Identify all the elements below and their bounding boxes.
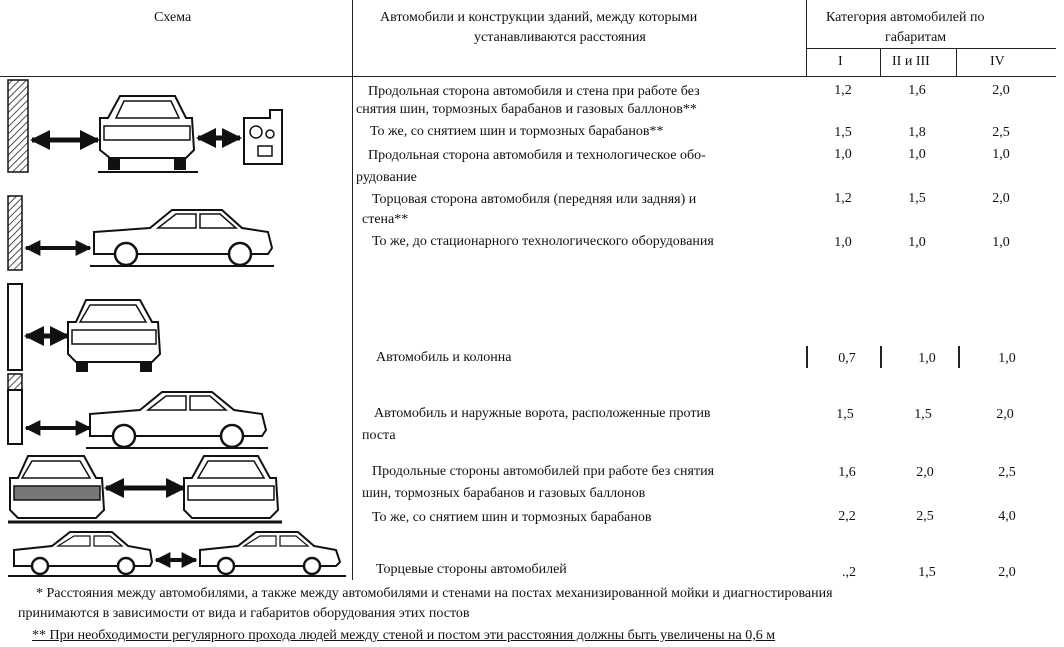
row-3-cat-3: 1,0 (992, 147, 1010, 162)
row-9-cat-3: 4,0 (998, 509, 1016, 524)
divider-cat-1-2 (880, 48, 881, 76)
row-8-cat-2: 2,0 (916, 465, 934, 480)
row-4-cat-1: 1,2 (834, 191, 852, 206)
row-6-desc: Автомобиль и колонна (376, 350, 512, 365)
wall-icon (8, 374, 22, 390)
header-cat-I: I (838, 54, 843, 69)
row-5-cat-1: 1,0 (834, 235, 852, 250)
row-8-desc-line2: шин, тормозных барабанов и газовых баллонов (362, 486, 646, 501)
row-10-cat-3: 2,0 (998, 565, 1016, 580)
row-7-cat-2: 1,5 (914, 407, 932, 422)
row-10-desc: Торцевые стороны автомобилей (376, 562, 567, 577)
row-8-desc-line1: Продольные стороны автомобилей при работе без снятия (372, 464, 715, 479)
row-7-cat-3: 2,0 (996, 407, 1014, 422)
scheme-3 (8, 284, 160, 372)
row-6-cat-1: 0,7 (838, 351, 856, 366)
car-side-icon (90, 210, 274, 266)
row-1-cat-3: 2,0 (992, 83, 1010, 98)
row-3-desc-line2: рудование (356, 170, 417, 185)
row-3-cat-2: 1,0 (908, 147, 926, 162)
row-5-cat-2: 1,0 (908, 235, 926, 250)
scheme-4 (8, 374, 268, 448)
scheme-5 (8, 456, 282, 522)
row-1-desc-line1: Продольная сторона автомобиля и стена при работе без (368, 84, 700, 99)
row-9-cat-1: 2,2 (838, 509, 856, 524)
footnote-1-line2: принимаются в зависимости от вида и габаритов оборудования этих постов (18, 606, 470, 621)
row-5-desc: То же, до стационарного технологического оборудования (372, 234, 714, 249)
header-cat-IV: IV (990, 54, 1005, 69)
row-8-cat-1: 1,6 (838, 465, 856, 480)
car-side-icon (200, 532, 340, 574)
row-2-cat-1: 1,5 (834, 125, 852, 140)
row-4-desc-line1: Торцовая сторона автомобиля (передняя или задняя) и (372, 192, 697, 207)
thick-mark-2 (880, 346, 882, 368)
scheme-2 (8, 196, 274, 270)
row-1-desc-line2: снятия шин, тормозных барабанов и газовых баллонов** (356, 102, 697, 117)
row-5-cat-3: 1,0 (992, 235, 1010, 250)
header-cat-II-III: II и III (892, 54, 930, 69)
scheme-1 (8, 80, 282, 172)
car-side-icon (14, 532, 152, 574)
wall-icon (8, 80, 28, 172)
row-7-desc-line1: Автомобиль и наружные ворота, расположенные против (374, 406, 711, 421)
header-desc-line2: устанавливаются расстояния (474, 30, 646, 45)
divider-desc-cat (806, 0, 807, 76)
row-3-cat-1: 1,0 (834, 147, 852, 162)
header-cat-line1: Категория автомобилей по (826, 10, 985, 25)
header-subline (806, 48, 1056, 49)
row-6-cat-2: 1,0 (918, 351, 936, 366)
row-6-cat-3: 1,0 (998, 351, 1016, 366)
row-3-desc-line1: Продольная сторона автомобиля и технологическое обо- (368, 148, 706, 163)
row-9-cat-2: 2,5 (916, 509, 934, 524)
scheme-6 (8, 532, 346, 576)
row-1-cat-1: 1,2 (834, 83, 852, 98)
footnote-1-line1: * Расстояния между автомобилями, а также между автомобилями и стенами на постах механизированной мойки и диагностирования (36, 586, 833, 601)
car-side-icon (86, 392, 268, 448)
car-front-icon (98, 96, 198, 172)
row-4-cat-3: 2,0 (992, 191, 1010, 206)
footnote-2: ** При необходимости регулярного прохода людей между стеной и постом эти расстояния должны быть увеличены на 0,6 м (32, 628, 776, 643)
row-4-desc-line2: стена** (362, 212, 409, 227)
row-10-cat-1: .,2 (842, 565, 856, 580)
row-10-cat-2: 1,5 (918, 565, 936, 580)
equipment-icon (244, 110, 282, 164)
header-cat-line2: габаритам (885, 30, 947, 45)
thick-mark-1 (806, 346, 808, 368)
car-front-icon (10, 456, 104, 518)
row-2-cat-3: 2,5 (992, 125, 1010, 140)
header-scheme: Схема (154, 10, 192, 25)
scheme-drawings (0, 0, 352, 582)
column-icon (8, 390, 22, 444)
car-front-icon (68, 300, 160, 372)
row-2-cat-2: 1,8 (908, 125, 926, 140)
divider-cat-2-3 (956, 48, 957, 76)
row-7-desc-line2: поста (362, 428, 396, 443)
row-4-cat-2: 1,5 (908, 191, 926, 206)
thick-mark-3 (958, 346, 960, 368)
row-7-cat-1: 1,5 (836, 407, 854, 422)
row-8-cat-3: 2,5 (998, 465, 1016, 480)
divider-scheme-desc (352, 0, 353, 580)
header-desc-line1: Автомобили и конструкции зданий, между которыми (380, 10, 698, 25)
row-2-desc: То же, со снятием шин и тормозных барабанов** (370, 124, 664, 139)
column-icon (8, 284, 22, 370)
car-front-icon (184, 456, 278, 518)
row-1-cat-2: 1,6 (908, 83, 926, 98)
row-9-desc: То же, со снятием шин и тормозных барабанов (372, 510, 652, 525)
wall-icon (8, 196, 22, 270)
